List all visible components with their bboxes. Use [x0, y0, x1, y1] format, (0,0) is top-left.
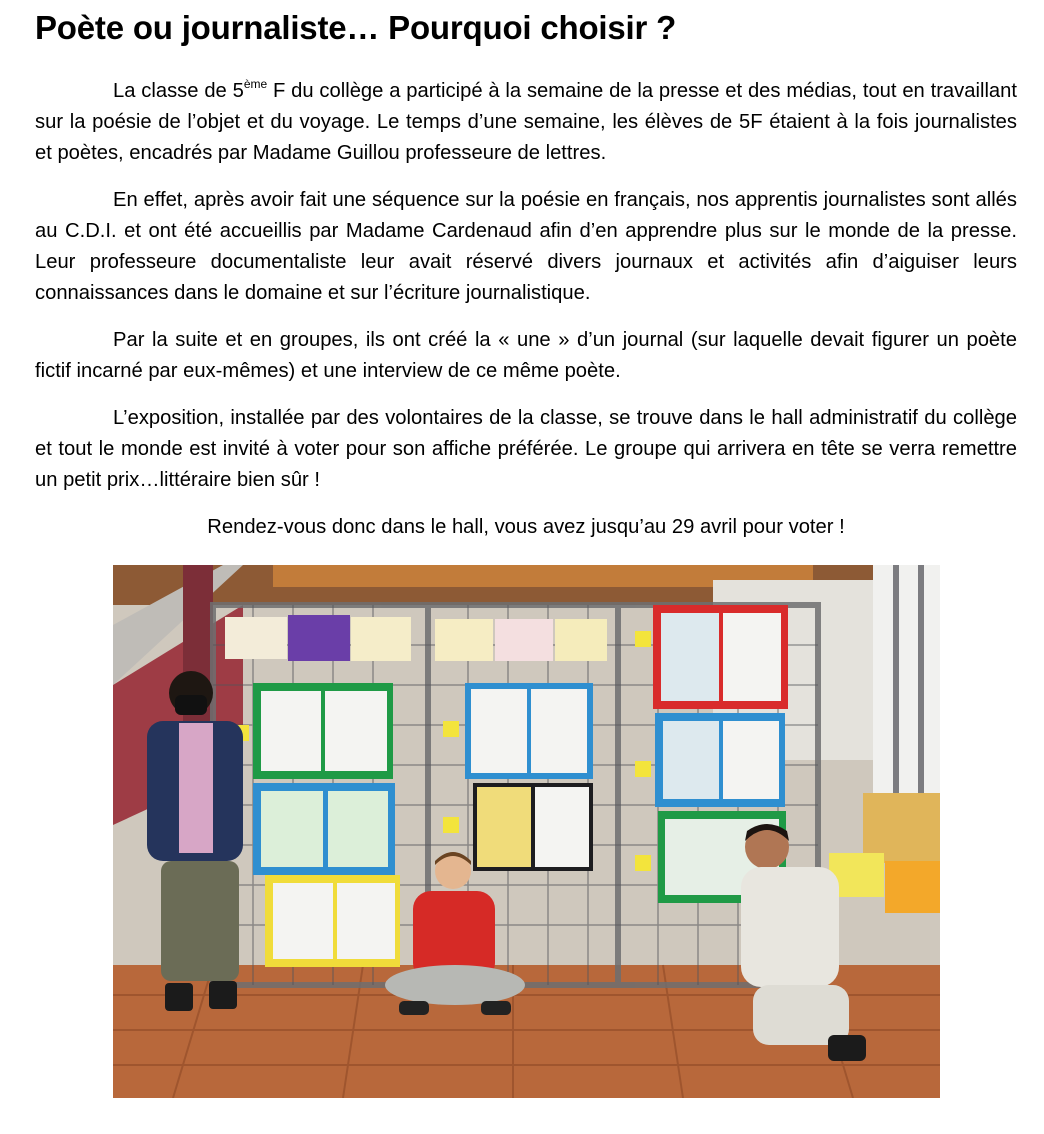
paragraph-4: L’exposition, installée par des volontaires de la classe, se trouve dans le hall administratif du collège et tout le monde est invité à voter pour son affiche préférée. Le groupe qui arrivera en tête se verra remettre un petit prix…littéraire bien sûr !: [35, 407, 1017, 491]
paragraph-1-rest: F du collège a participé à la semaine de la presse et des médias, tout en travaillant sur la poésie de l’objet et du voyage. Le temps d’une semaine, les élèves de 5F étaient à la fois journalistes et poètes, encadrés par Madame Guillou professeure de lettres.: [35, 80, 1017, 164]
exhibition-photo-illustration: [113, 565, 940, 1098]
closing-line: Rendez-vous donc dans le hall, vous avez jusqu’au 29 avril pour voter !: [207, 516, 845, 538]
paragraph-2: En effet, après avoir fait une séquence sur la poésie en français, nos apprentis journalistes sont allés au C.D.I. et ont été accueillis par Madame Cardenaud afin d’en apprendre plus sur le monde de la presse. Leur professeure documentaliste leur avait réservé divers journaux et activités afin d’aiguiser leurs connaissances dans le domaine et sur l’écriture journalistique.: [35, 189, 1017, 304]
exhibition-photo: [113, 565, 940, 1098]
paragraph-1: [35, 76, 1017, 169]
paragraph-1-start: La classe de 5: [113, 80, 244, 102]
paragraph-3: Par la suite et en groupes, ils ont créé la « une » d’un journal (sur laquelle devait figurer un poète fictif incarné par eux-mêmes) et une interview de ce même poète.: [35, 329, 1017, 382]
superscript-eme: ème: [243, 77, 268, 91]
article: [35, 0, 1017, 543]
article-title: Poète ou journaliste… Pourquoi choisir ?: [35, 9, 677, 46]
